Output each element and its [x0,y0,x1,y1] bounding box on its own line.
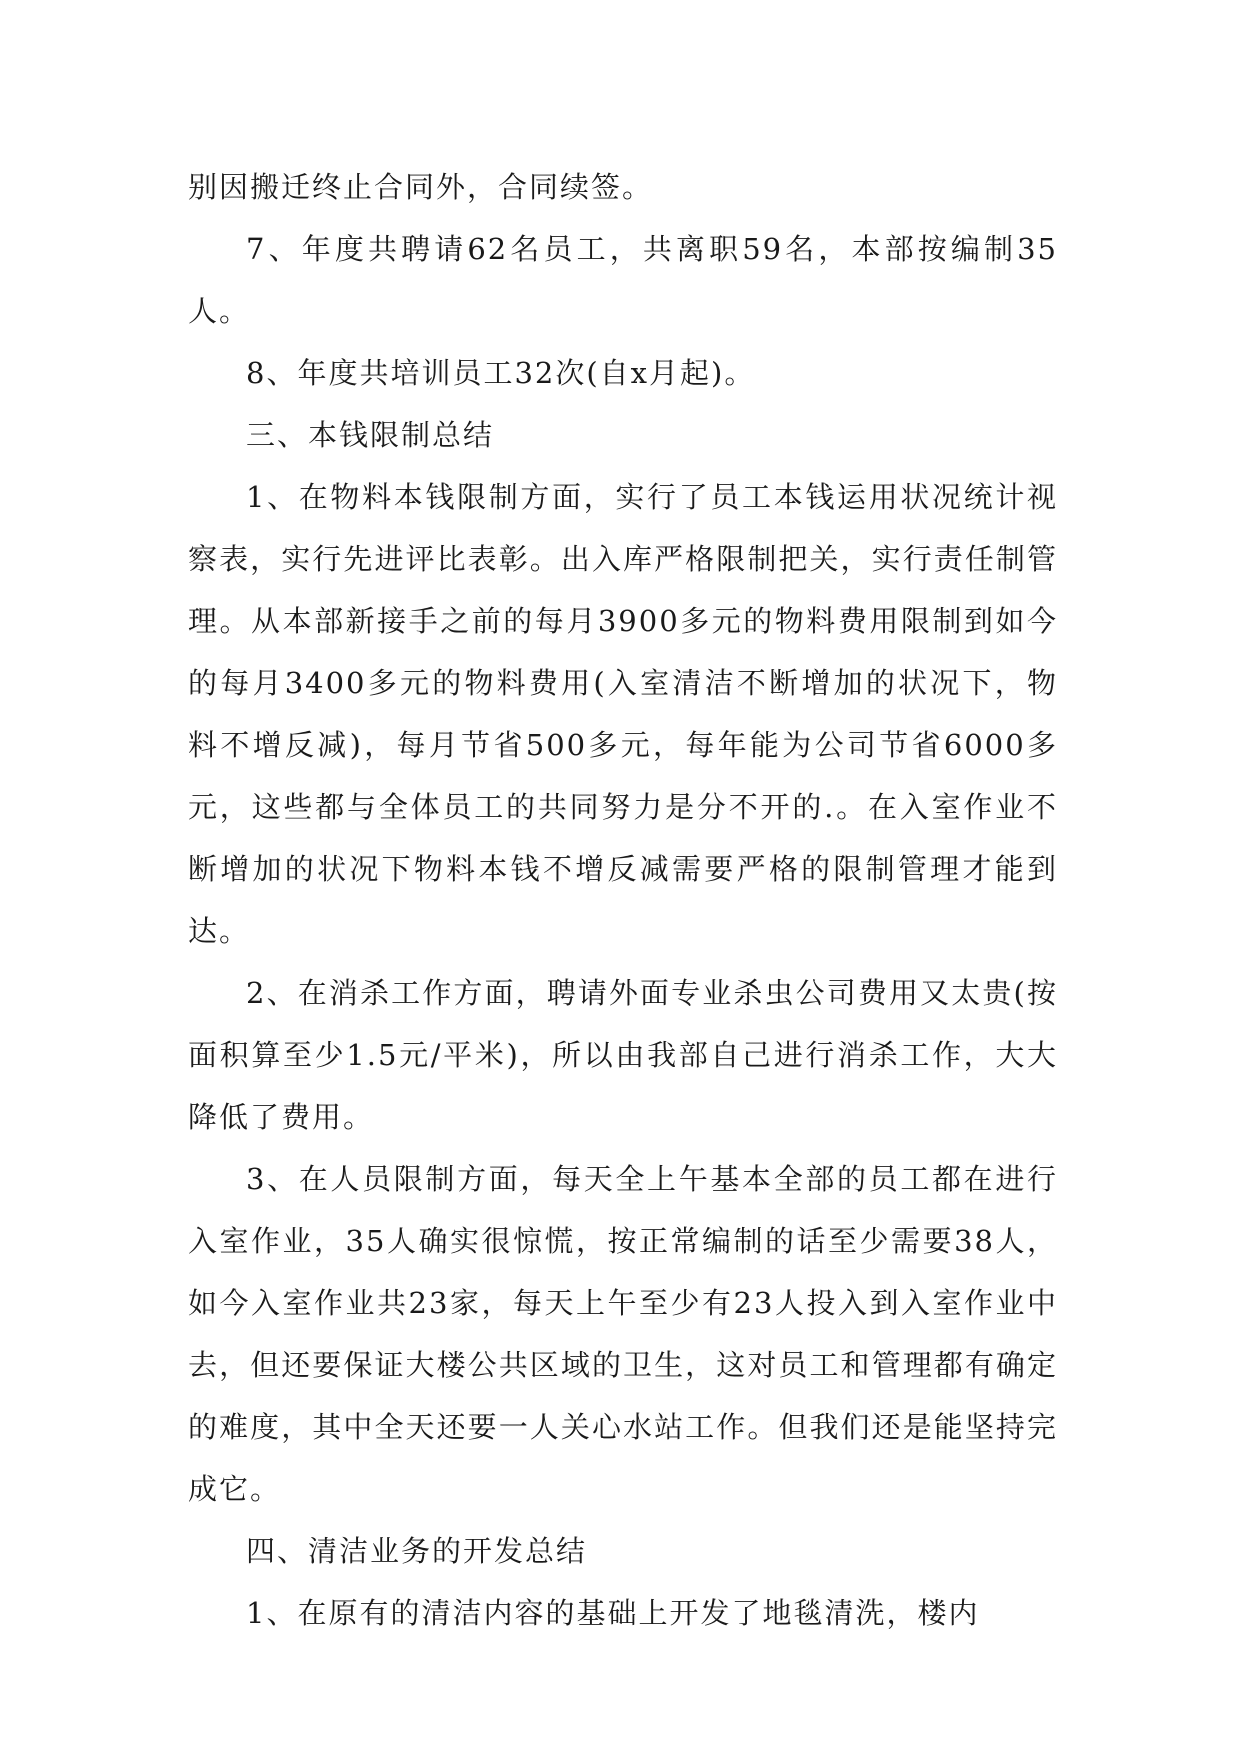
section-heading-cost-control: 三、本钱限制总结 [246,418,495,452]
paragraph-staff-hiring: 7、年度共聘请62名员工，共离职59名，本部按编制35人。 [188,232,1058,328]
paragraph-contract-renewal: 别因搬迁终止合同外，合同续签。 [188,170,654,204]
document-body [188,156,1058,1644]
paragraph-pest-control: 2、在消杀工作方面，聘请外面专业杀虫公司费用又太贵(按面积算至少1.5元/平米)，所以由我部自己进行消杀工作，大大降低了费用。 [188,976,1058,1134]
paragraph-material-cost: 1、在物料本钱限制方面，实行了员工本钱运用状况统计视察表，实行先进评比表彰。出入库严格限制把关，实行责任制管理。从本部新接手之前的每月3900多元的物料费用限制到如今的每月3400多元的物料费用(入室清洁不断增加的状况下，物料不增反减)，每月节省500多元，每年能为公司节省6000多元，这些都与全体员工的共同努力是分不开的.。在入室作业不断增加的状况下物料本钱不增反减需要严格的限制管理才能到达。 [188,480,1058,948]
section-heading-business-development: 四、清洁业务的开发总结 [246,1534,588,1568]
paragraph-staff-training: 8、年度共培训员工32次(自x月起)。 [246,356,756,390]
paragraph-staffing-control: 3、在人员限制方面，每天全上午基本全部的员工都在进行入室作业，35人确实很惊慌，按正常编制的话至少需要38人，如今入室作业共23家，每天上午至少有23人投入到入室作业中去，但还要保证大楼公共区域的卫生，这对员工和管理都有确定的难度，其中全天还要一人关心水站工作。但我们还是能坚持完成它。 [188,1162,1058,1506]
paragraph-carpet-cleaning: 1、在原有的清洁内容的基础上开发了地毯清洗，楼内 [246,1596,980,1630]
